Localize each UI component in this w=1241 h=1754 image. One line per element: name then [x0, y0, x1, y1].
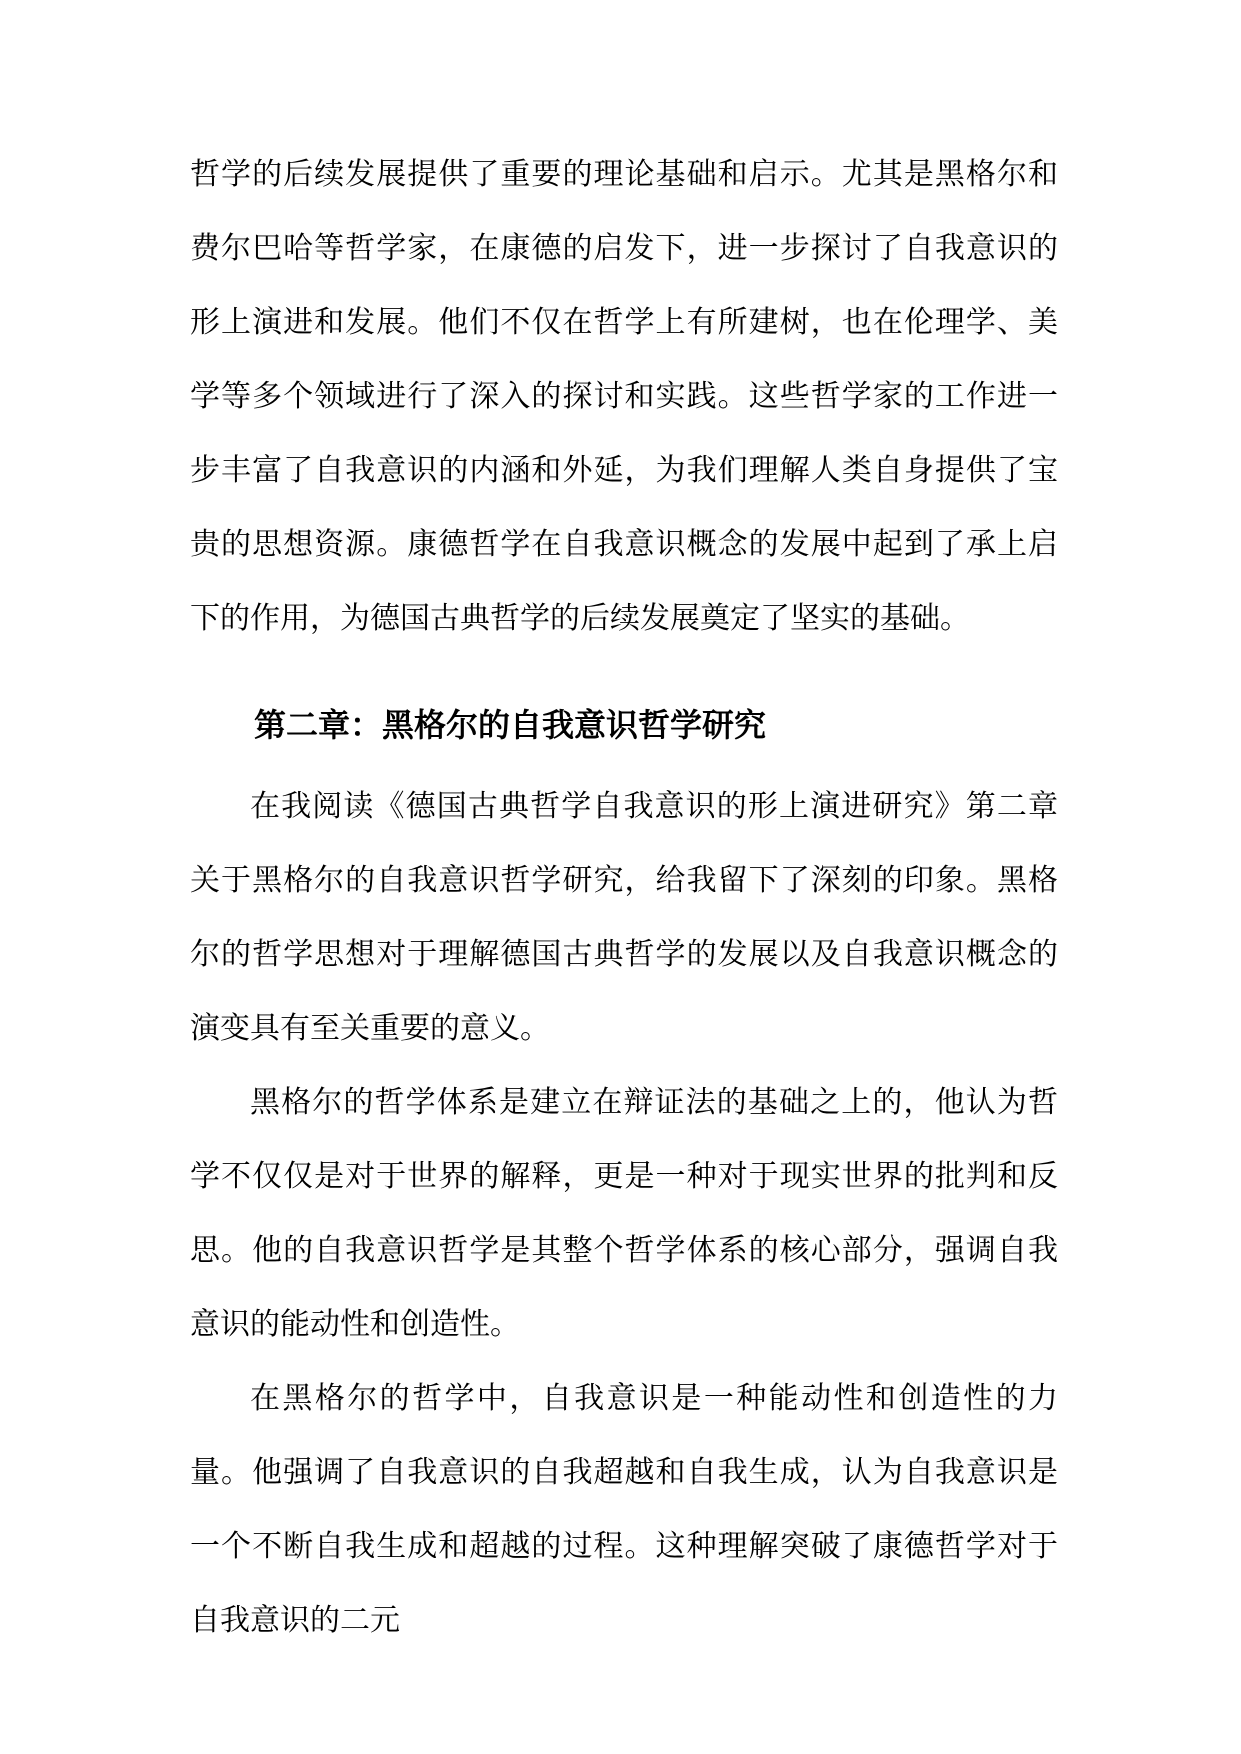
chapter-heading: 第二章：黑格尔的自我意识哲学研究: [254, 706, 767, 744]
paragraph-2: 黑格尔的哲学体系是建立在辩证法的基础之上的，他认为哲学不仅仅是对于世界的解释，更是一种对于现实世界的批判和反思。他的自我意识哲学是其整个哲学体系的核心部分，强调自我意识的能动性和创造性。: [190, 1085, 1058, 1342]
document-body: [190, 138, 1058, 1658]
continued-paragraph: 哲学的后续发展提供了重要的理论基础和启示。尤其是黑格尔和费尔巴哈等哲学家，在康德的启发下，进一步探讨了自我意识的形上演进和发展。他们不仅在哲学上有所建树，也在伦理学、美学等多个领域进行了深入的探讨和实践。这些哲学家的工作进一步丰富了自我意识的内涵和外延，为我们理解人类自身提供了宝贵的思想资源。康德哲学在自我意识概念的发展中起到了承上启下的作用，为德国古典哲学的后续发展奠定了坚实的基础。: [190, 157, 1058, 636]
paragraph-3: 在黑格尔的哲学中，自我意识是一种能动性和创造性的力量。他强调了自我意识的自我超越和自我生成，认为自我意识是一个不断自我生成和超越的过程。这种理解突破了康德哲学对于自我意识的二元: [190, 1381, 1058, 1638]
paragraph-1: 在我阅读《德国古典哲学自我意识的形上演进研究》第二章关于黑格尔的自我意识哲学研究，给我留下了深刻的印象。黑格尔的哲学思想对于理解德国古典哲学的发展以及自我意识概念的演变具有至关重要的意义。: [190, 789, 1058, 1046]
